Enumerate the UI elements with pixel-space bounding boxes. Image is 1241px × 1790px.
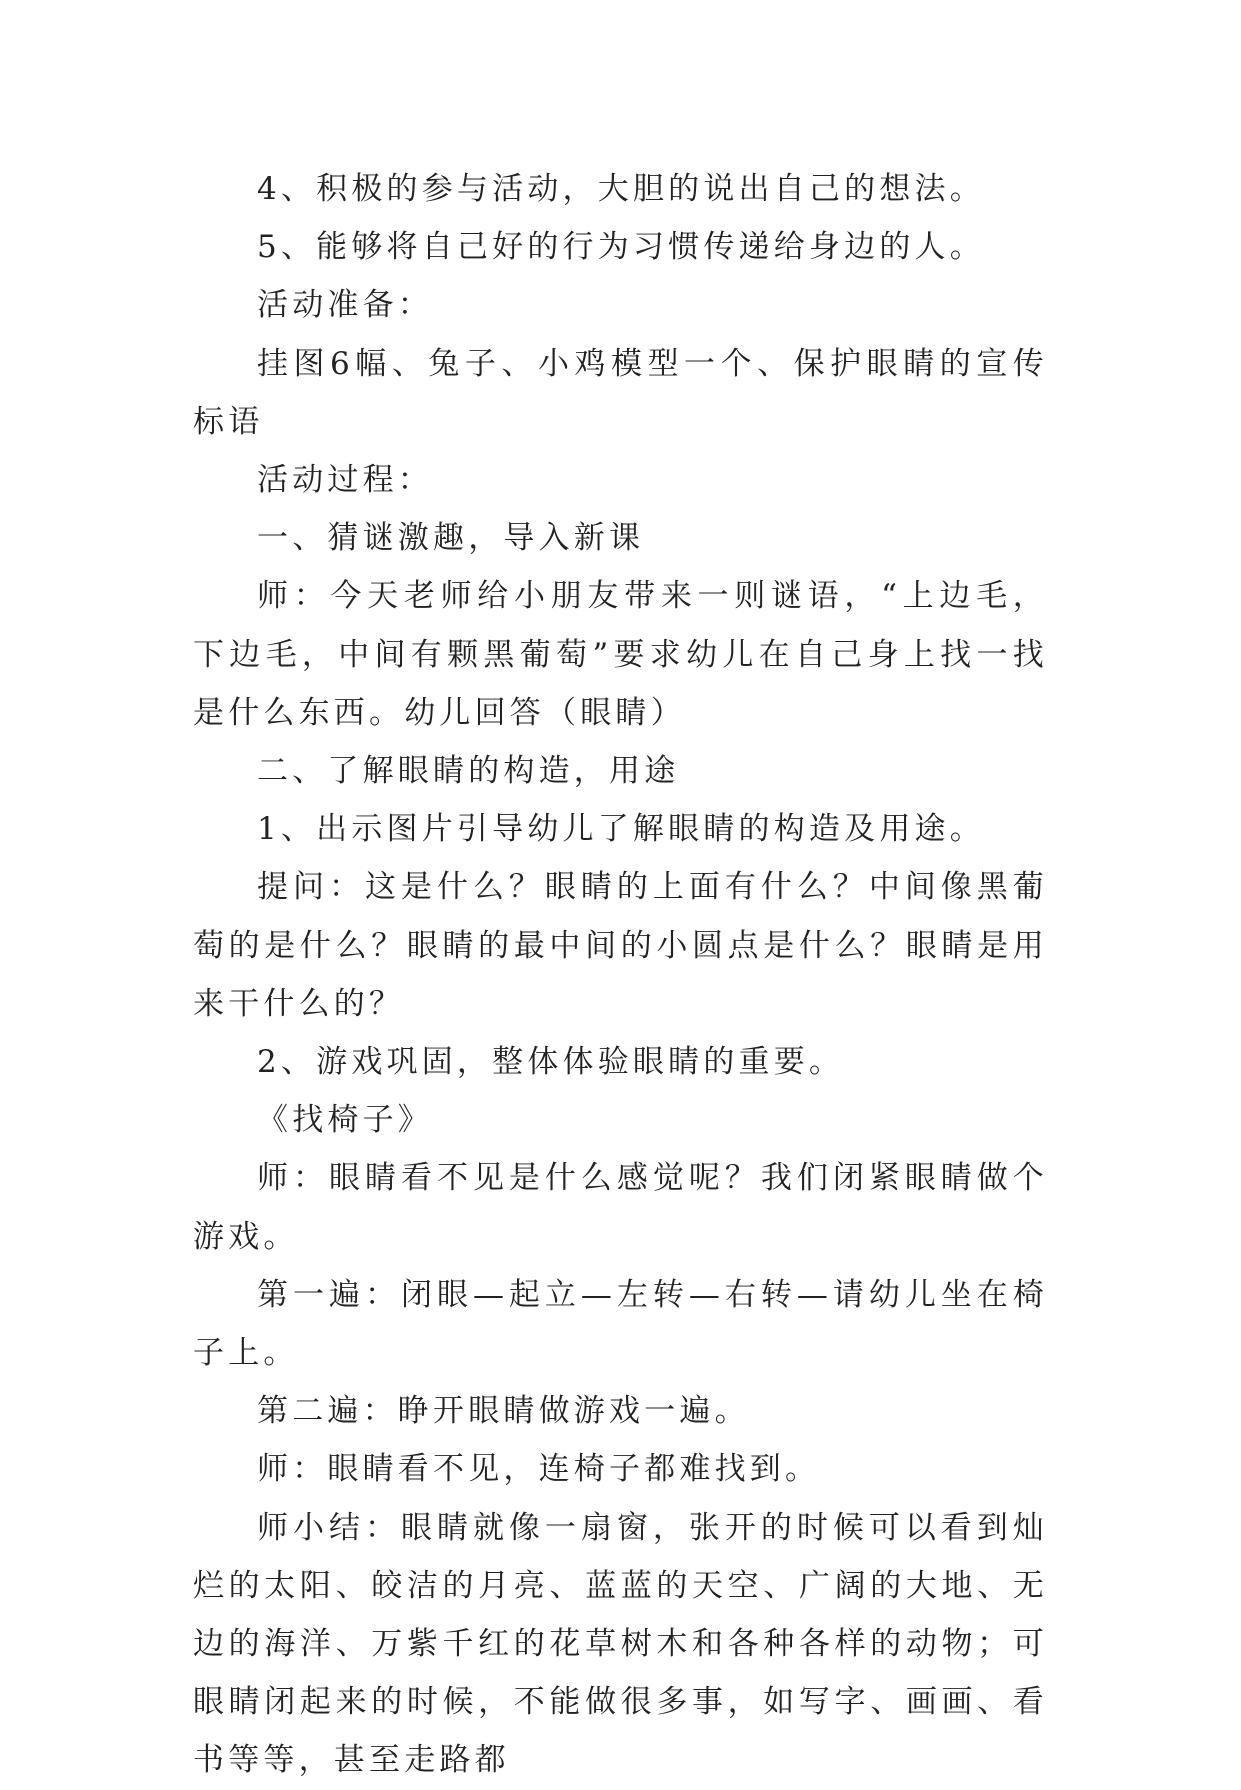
- paragraph-round-2: 第二遍：睁开眼睛做游戏一遍。: [257, 1393, 750, 1430]
- paragraph-round-1: 第一遍：闭眼—起立—左转—右转—请幼儿坐在椅子上。: [193, 1276, 1048, 1372]
- paragraph-step-2: 2、游戏巩固，整体体验眼睛的重要。: [257, 1044, 845, 1081]
- paragraph-summary: 师小结：眼睛就像一扇窗，张开的时候可以看到灿烂的太阳、皎洁的月亮、蓝蓝的天空、广阔的大地、无边的海洋、万紫千红的花草树木和各种各样的动物；可眼睛闭起来的时候，不能做很多事，如写字、画画、看书等等，甚至走路都: [193, 1509, 1048, 1779]
- paragraph-materials: 挂图6幅、兔子、小鸡模型一个、保护眼睛的宣传标语: [193, 345, 1048, 440]
- heading-preparation: 活动准备：: [257, 287, 433, 324]
- document-body: [193, 160, 1048, 1790]
- section-heading-1: 一、猜谜激趣，导入新课: [257, 520, 645, 557]
- game-title: 《找椅子》: [257, 1102, 433, 1139]
- paragraph-goal-4: 4、积极的参与活动，大胆的说出自己的想法。: [257, 171, 985, 207]
- paragraph-teacher-1: 师：眼睛看不见是什么感觉呢？我们闭紧眼睛做个游戏。: [193, 1160, 1048, 1255]
- paragraph-teacher-2: 师：眼睛看不见，连椅子都难找到。: [257, 1451, 821, 1488]
- heading-process: 活动过程：: [257, 462, 433, 499]
- paragraph-step-1: 1、出示图片引导幼儿了解眼睛的构造及用途。: [257, 811, 985, 848]
- paragraph-goal-5: 5、能够将自己好的行为习惯传递给身边的人。: [257, 229, 985, 266]
- section-heading-2: 二、了解眼睛的构造，用途: [257, 753, 680, 790]
- paragraph-riddle: 师：今天老师给小朋友带来一则谜语，“上边毛，下边毛，中间有颗黑葡萄”要求幼儿在自己身上找一找是什么东西。幼儿回答（眼睛）: [193, 578, 1048, 731]
- paragraph-questions: 提问：这是什么？眼睛的上面有什么？中间像黑葡萄的是什么？眼睛的最中间的小圆点是什么？眼睛是用来干什么的？: [193, 869, 1048, 1022]
